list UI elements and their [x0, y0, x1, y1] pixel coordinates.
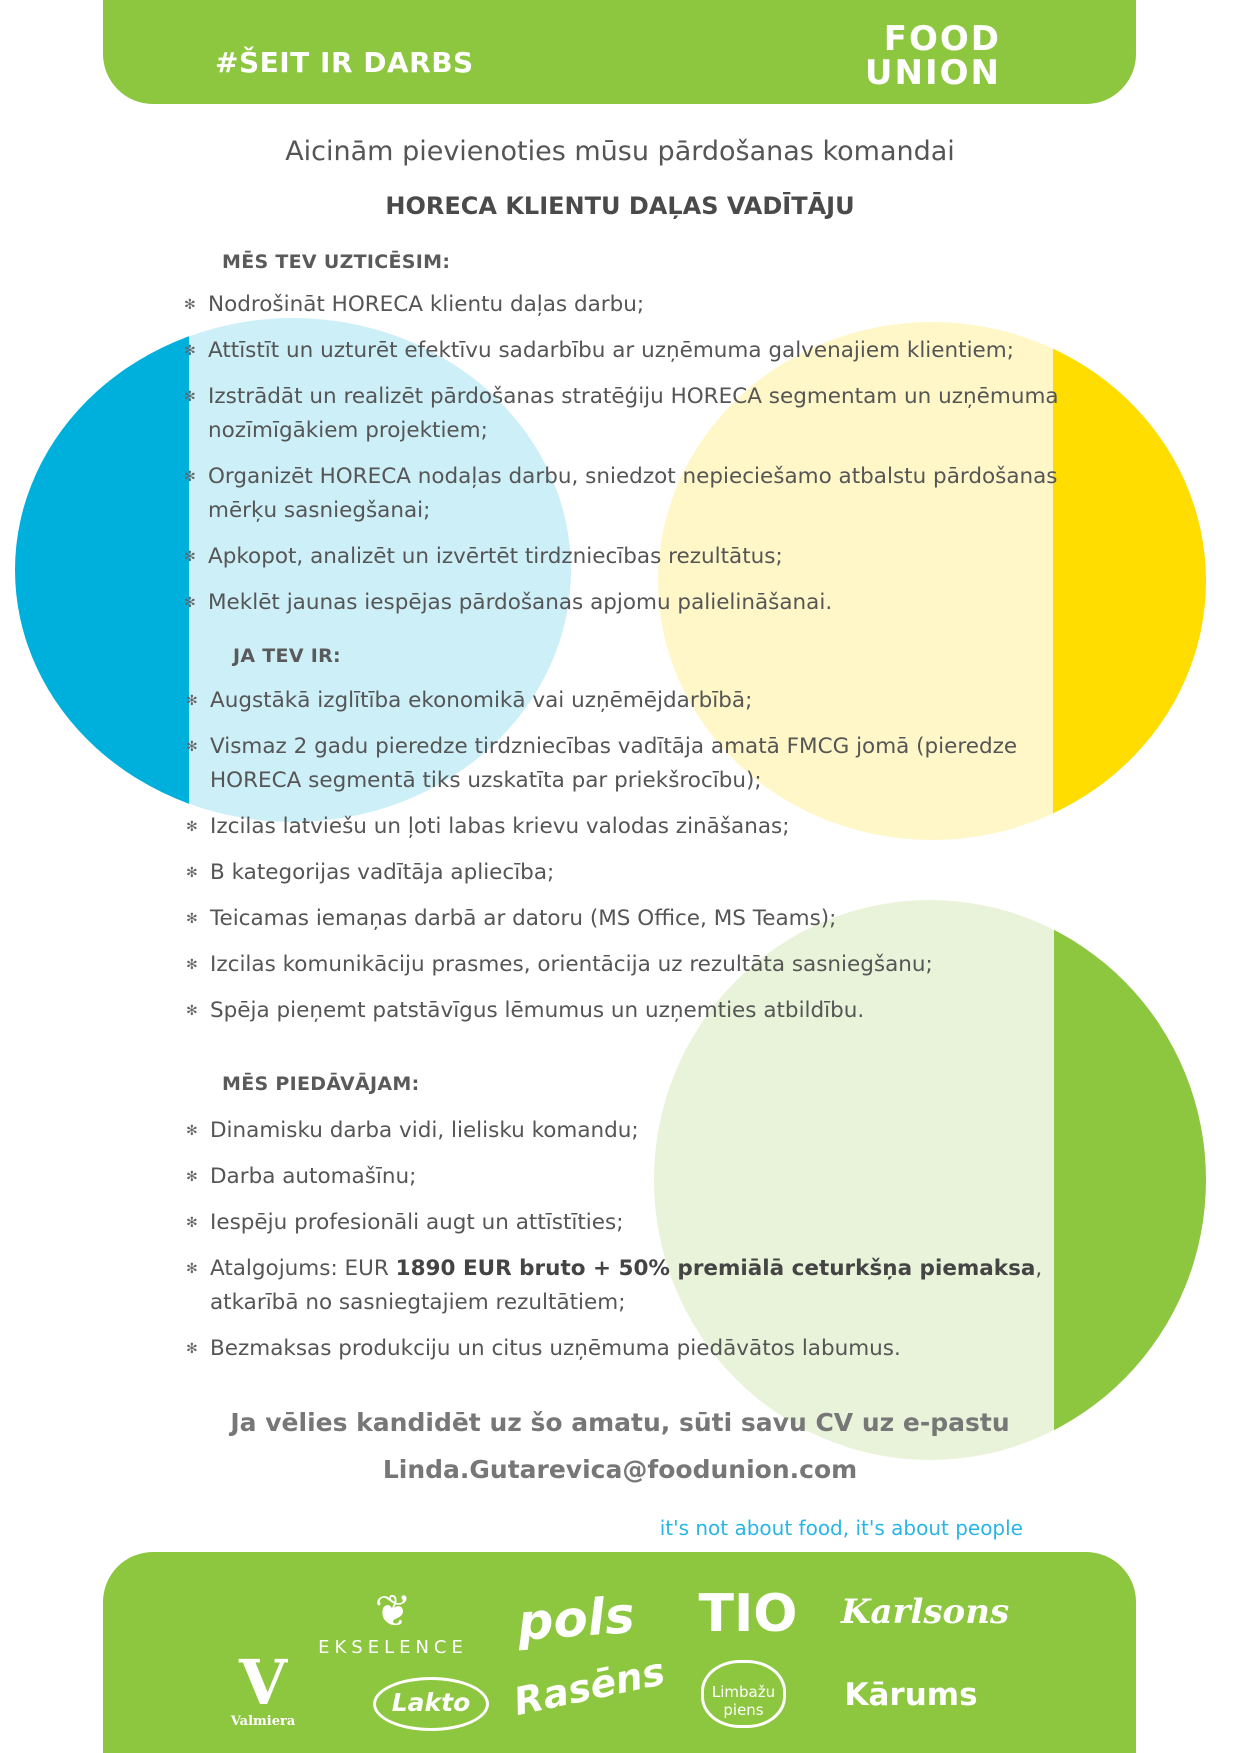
list-item-text: Izstrādāt un realizēt pārdošanas stratēģiju HORECA segmentam un uzņēmuma nozīmīgākiem projektiem; — [208, 384, 1059, 443]
asterisk-bullet-icon: ✻ — [186, 693, 198, 709]
list-item — [186, 684, 1046, 718]
asterisk-bullet-icon: ✻ — [186, 739, 198, 755]
list-item — [186, 902, 1046, 936]
asterisk-bullet-icon: ✻ — [184, 297, 196, 313]
list-item — [186, 856, 1046, 890]
pols-logo: pols — [515, 1585, 637, 1653]
tio-logo: TIO — [698, 1584, 798, 1644]
asterisk-bullet-icon: ✻ — [184, 595, 196, 611]
list-item-text: Darba automašīnu; — [210, 1164, 417, 1189]
offer-list — [186, 1114, 1046, 1378]
asterisk-bullet-icon: ✻ — [186, 865, 198, 881]
responsibilities-list — [184, 288, 1064, 632]
call-to-action: Ja vēlies kandidēt uz šo amatu, sūti savu CV uz e-pastu — [230, 1408, 1010, 1437]
list-item — [186, 1160, 1046, 1194]
asterisk-bullet-icon: ✻ — [184, 389, 196, 405]
salary-suffix: , atkarībā no sasniegtajiem rezultātiem; — [210, 1256, 1043, 1315]
list-item-text: Organizēt HORECA nodaļas darbu, sniedzot nepieciešamo atbalstu pārdošanas mērķu sasniegšanai; — [208, 464, 1058, 523]
intro-text: Aicinām pievienoties mūsu pārdošanas komandai — [285, 136, 955, 167]
list-item — [186, 994, 1046, 1028]
asterisk-bullet-icon: ✻ — [186, 819, 198, 835]
responsibilities-heading: MĒS TEV UZTICĒSIM: — [222, 251, 451, 273]
list-item-text: B kategorijas vadītāja apliecība; — [210, 860, 555, 885]
valmiera-v-mark: V — [238, 1646, 288, 1719]
list-item — [186, 1206, 1046, 1240]
contact-email-link[interactable]: Linda.Gutarevica@foodunion.com — [382, 1455, 858, 1484]
asterisk-bullet-icon: ✻ — [186, 1261, 198, 1277]
tagline: it's not about food, it's about people — [659, 1516, 1023, 1540]
offer-heading: MĒS PIEDĀVĀJAM: — [222, 1073, 420, 1095]
salary-item — [186, 1252, 1046, 1320]
asterisk-bullet-icon: ✻ — [186, 1123, 198, 1139]
list-item-text: Izcilas komunikāciju prasmes, orientācija uz rezultāta sasniegšanu; — [210, 952, 933, 977]
salary-amount: 1890 EUR bruto + 50% premiālā ceturkšņa piemaksa — [395, 1256, 1036, 1281]
footer-brands-banner — [103, 1552, 1136, 1753]
hashtag-title: #ŠEIT IR DARBS — [215, 46, 474, 79]
ekselence-emblem-icon: ❦ — [374, 1586, 412, 1637]
list-item-text: Apkopot, analizēt un izvērtēt tirdzniecības rezultātus; — [208, 544, 783, 569]
ekselence-wordmark: EKSELENCE — [318, 1637, 468, 1658]
list-item — [186, 810, 1046, 844]
lakto-logo: Lakto — [373, 1677, 489, 1731]
list-item-text: Iespēju profesionāli augt un attīstīties; — [210, 1210, 624, 1235]
list-item-text: Nodrošināt HORECA klientu daļas darbu; — [208, 292, 645, 317]
limbazu-piens-logo: Limbažu piens — [701, 1660, 786, 1728]
asterisk-bullet-icon: ✻ — [186, 957, 198, 973]
list-item — [184, 334, 1064, 368]
asterisk-bullet-icon: ✻ — [184, 549, 196, 565]
logo-line-2: UNION — [864, 53, 1001, 93]
ekselence-logo — [303, 1586, 483, 1658]
list-item-text: Augstākā izglītība ekonomikā vai uzņēmējdarbībā; — [210, 688, 753, 713]
asterisk-bullet-icon: ✻ — [186, 1169, 198, 1185]
asterisk-bullet-icon: ✻ — [184, 343, 196, 359]
asterisk-bullet-icon: ✻ — [186, 911, 198, 927]
list-item — [186, 1114, 1046, 1148]
list-item-text: Bezmaksas produkciju un citus uzņēmuma piedāvātos labumus. — [210, 1336, 901, 1361]
list-item — [184, 586, 1064, 620]
list-item — [186, 948, 1046, 982]
valmiera-logo — [223, 1646, 303, 1729]
list-item-text: Attīstīt un uzturēt efektīvu sadarbību ar uzņēmuma galvenajiem klientiem; — [208, 338, 1014, 363]
karums-logo: Kārums — [844, 1677, 978, 1713]
asterisk-bullet-icon: ✻ — [184, 469, 196, 485]
requirements-list — [186, 684, 1046, 1040]
list-item — [186, 730, 1046, 798]
list-item — [184, 540, 1064, 574]
list-item-text: Vismaz 2 gadu pieredze tirdzniecības vadītāja amatā FMCG jomā (pieredze HORECA segmentā tiks uzskatīta par priekšrocību); — [210, 734, 1018, 793]
valmiera-wordmark: Valmiera — [230, 1714, 296, 1729]
list-item — [184, 460, 1064, 528]
list-item — [186, 1332, 1046, 1366]
salary-prefix: Atalgojums: EUR — [210, 1256, 396, 1281]
requirements-heading: JA TEV IR: — [233, 645, 341, 667]
list-item — [184, 288, 1064, 322]
karlsons-logo: Karlsons — [841, 1592, 1010, 1632]
asterisk-bullet-icon: ✻ — [186, 1215, 198, 1231]
rasens-logo: Rasēns — [509, 1649, 669, 1725]
food-union-logo — [841, 19, 1001, 93]
list-item — [184, 380, 1064, 448]
header-banner — [103, 0, 1136, 104]
list-item-text: Meklēt jaunas iespējas pārdošanas apjomu palielināšanai. — [208, 590, 833, 615]
list-item-text: Teicamas iemaņas darbā ar datoru (MS Office, MS Teams); — [210, 906, 837, 931]
asterisk-bullet-icon: ✻ — [186, 1003, 198, 1019]
job-title: HORECA KLIENTU DAĻAS VADĪTĀJU — [385, 192, 855, 220]
logo-line-1: FOOD — [883, 19, 1001, 59]
list-item-text: Izcilas latviešu un ļoti labas krievu valodas zināšanas; — [210, 814, 790, 839]
asterisk-bullet-icon: ✻ — [186, 1341, 198, 1357]
list-item-text: Spēja pieņemt patstāvīgus lēmumus un uzņemties atbildību. — [210, 998, 865, 1023]
list-item-text: Dinamisku darba vidi, lielisku komandu; — [210, 1118, 639, 1143]
